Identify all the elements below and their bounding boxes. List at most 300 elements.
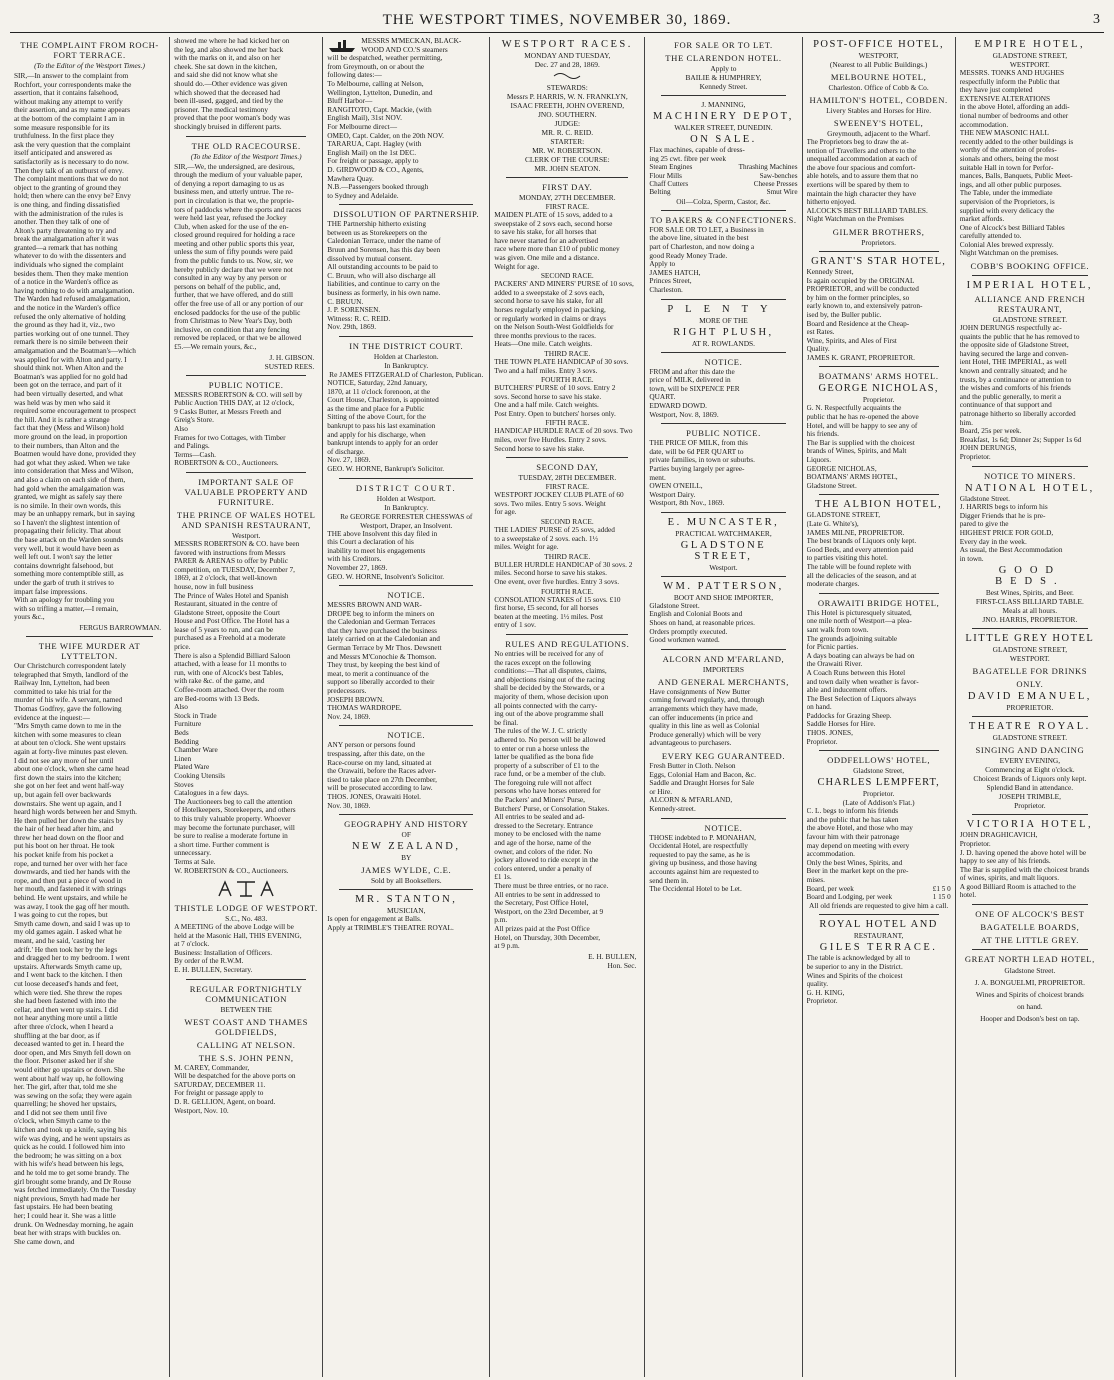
text-line: JOHN DERUNGS respectfully ac-: [959, 324, 1062, 333]
text-line: wife was dying, and he went upstairs as: [14, 1134, 130, 1143]
text-line: The table will be found replete with: [806, 562, 912, 571]
communication-details: [174, 1064, 318, 1116]
text-line: to enter or run a horse unless the: [494, 744, 590, 753]
importers: IMPORTERS: [702, 664, 744, 674]
divider: [186, 979, 306, 980]
alcocks-best: ONE OF ALCOCK'S BEST: [975, 909, 1085, 920]
divider: [661, 576, 785, 577]
text-line: race fund, or be a member of the club.: [494, 770, 606, 779]
text-line: sovs. Two miles. Entry 5 sovs. Weight: [494, 499, 606, 508]
race-conditions: [494, 384, 640, 418]
text-line: granted—a remark that has nothing: [14, 243, 118, 252]
text-line: SIR,—In answer to the complaint from: [14, 72, 129, 80]
text-line: J. H. GIBSON.: [269, 352, 315, 362]
text-line: my old games again. I asked what he: [14, 928, 122, 937]
text-line: hotel.: [959, 891, 977, 900]
text-line: the ground as they had it, viz., two: [14, 321, 115, 330]
second-day-heading: SECOND DAY,: [536, 462, 599, 473]
text-line: Meals at all hours.: [1002, 606, 1058, 616]
text-line: had gold when the amalgamation was: [14, 484, 125, 493]
text-line: the Secretary, Post Office Hotel,: [494, 899, 589, 908]
text-line: All entries to be sealed and ad-: [494, 813, 585, 822]
text-line: attached, with a lease for 11 months to: [174, 660, 287, 669]
text-line: dissolved by mutual consent.: [327, 254, 412, 263]
text-line: closed ground required for holding a race: [174, 231, 295, 240]
text-line: him.: [959, 418, 973, 427]
text-line: tention of Travellers and others to the: [806, 146, 916, 155]
empire-notice: [960, 69, 1100, 258]
text-line: run, with one of Alcock's best Tables,: [174, 668, 284, 677]
text-line: port in circulation is that we, the proprie-: [174, 196, 295, 205]
text-line: kitchen and took up a knife, saying his: [14, 1126, 127, 1135]
text-line: sovs. Second horse to save his stake.: [494, 392, 602, 401]
text-line: Quality.: [806, 345, 830, 354]
text-line: murder of his wife. A servant, named: [14, 696, 123, 705]
text-line: girl brought some brandy, and Dr Rouse: [14, 1177, 132, 1186]
text-line: Wines and Spirits of choicest brands: [975, 990, 1084, 1000]
race-conditions: [494, 211, 640, 271]
text-line: known and centrally situated; and he: [959, 367, 1067, 376]
text-line: Westport, Nov. 10.: [174, 1106, 229, 1115]
boot-notice: [649, 602, 797, 645]
text-line: Eggs, Colonial Ham and Bacon, &c.: [649, 770, 756, 779]
post-office-hotel: POST-OFFICE HOTEL,: [813, 39, 945, 50]
text-line: property of a subscriber of £1 to the: [494, 761, 599, 770]
text-line: added to a sweepstake of 2 sovs each,: [494, 288, 605, 297]
race-title: FIRST RACE.: [545, 202, 589, 211]
text-line: £1 1s.: [494, 873, 512, 882]
text-line: the races except on the following: [494, 658, 591, 667]
text-line: their assertion, and as my name appears: [14, 106, 131, 115]
text-line: Produce generally) which will be very: [649, 730, 762, 739]
text-line: a short time. Further comment is: [174, 840, 270, 849]
text-line: Parties buying largely per agree-: [649, 464, 745, 473]
text-line: Night Watchman on the Premises: [806, 215, 904, 224]
text-line: pared to give the: [959, 520, 1009, 529]
milk-notice-heading: NOTICE.: [704, 356, 743, 367]
david-emanuel: DAVID EMANUEL,: [967, 691, 1092, 703]
text-line: Proprietor.: [959, 839, 991, 848]
text-line: MAIDEN PLATE of 15 sovs, added to a: [494, 211, 613, 219]
text-line: in town.: [959, 554, 984, 563]
text-line: was held was by men who said it: [14, 398, 111, 407]
race-conditions: [494, 358, 640, 375]
text-line: with the administration of the rules is: [14, 209, 124, 218]
text-line: W. ROBERTSON & CO., Auctioneers.: [174, 866, 289, 875]
text-line: truthfulness. In the first place they: [14, 132, 115, 141]
text-line: miles. Weight for age.: [494, 543, 559, 552]
hamilton-sub: Livery Stables and Horses for Hire.: [826, 106, 932, 115]
divider: [661, 95, 785, 96]
row-cell: Cheese Presses: [753, 180, 798, 188]
text-line: G. H. KING,: [806, 988, 845, 997]
text-line: dressed to the Secretary. Entrance: [494, 821, 593, 830]
text-line: est Rates.: [806, 328, 835, 337]
text-line: I was going to cut the ropes, but: [14, 911, 108, 920]
text-line: and said she did not know what she: [174, 71, 278, 80]
text-line: jockey allowed to ride except in the: [494, 856, 599, 865]
text-line: unless the sum of fifty pounds were paid: [174, 248, 293, 257]
text-line: the hair of her head after him, and: [14, 825, 114, 834]
text-line: impart false impressions.: [14, 587, 88, 596]
gladstone-street: GLADSTONE STREET,: [680, 539, 767, 562]
sweeney-sub: Greymouth, adjacent to the Wharf.: [827, 129, 931, 138]
row-cell: Belting: [649, 188, 671, 197]
second-day-date: TUESDAY, 28TH DECEMBER.: [518, 473, 617, 483]
text-line: yours &c.,: [14, 613, 45, 622]
text-line: they have just completed: [959, 86, 1033, 95]
text-line: as the time and place for a Public: [327, 404, 425, 413]
text-line: SATURDAY, DECEMBER 11.: [174, 1080, 266, 1089]
text-line: with rake &c. of the game, and: [174, 677, 265, 686]
text-line: part of Charleston, and now doing a: [649, 243, 755, 251]
at-little-grey: AT THE LITTLE GREY.: [980, 935, 1079, 946]
text-line: of discharge.: [327, 447, 365, 456]
stanton-notice: [327, 915, 485, 932]
text-line: JAMES HATCH,: [649, 268, 701, 277]
text-line: behind. He went upstairs, and while he: [14, 894, 128, 903]
emanuel-proprietor: PROPRIETOR.: [1006, 703, 1054, 713]
text-line: shuffling at the bar door, as if: [14, 1031, 101, 1040]
text-line: were held last year, refused the Jockey: [174, 214, 287, 223]
text-line: proved that the poor woman's body was: [174, 114, 291, 123]
clerk-label: CLERK OF THE COURSE:: [524, 155, 610, 164]
victoria-hotel: VICTORIA HOTEL,: [966, 819, 1094, 831]
lempfert-sub: [807, 789, 951, 807]
orawaiti-notice: [807, 609, 951, 747]
row-cell: Smut Wire: [766, 188, 798, 197]
text-line: to save his stake, for all horses that: [494, 228, 597, 237]
prince-of-wales-sale: [174, 540, 318, 875]
divider: [972, 716, 1088, 717]
text-line: or regularly worked in claims or drays: [494, 314, 607, 323]
text-line: her mouth, and fastened it with strings: [14, 885, 127, 894]
text-line: HIGHEST PRICE FOR GOLD,: [959, 528, 1054, 537]
milk-price-notice: [649, 439, 797, 508]
two-column-row: [649, 188, 797, 196]
text-line: THE LADIES' PURSE of 25 sovs, added: [494, 526, 615, 535]
text-line: The rules of the W. J. C. strictly: [494, 727, 588, 736]
oil-line: Oil—Colza, Sperm, Castor, &c.: [676, 196, 771, 206]
geography-author: JAMES WYLDE, C.E.: [361, 865, 452, 876]
text-line: unequalled accommodation at each of: [806, 155, 918, 164]
ornament-icon: [552, 71, 582, 81]
text-line: JAMES K. GRANT, PROPRIETOR.: [806, 353, 915, 362]
text-line: QUART.: [649, 393, 676, 402]
text-line: and the public that he has taken: [806, 815, 899, 824]
murder-continued: [174, 37, 318, 132]
text-line: be final.: [494, 718, 519, 727]
boot-importer: BOOT AND SHOE IMPORTER,: [673, 592, 774, 602]
notice-heading-3: NOTICE.: [704, 822, 743, 833]
text-line: D. R. GELLION, Agent, on board.: [174, 1098, 276, 1107]
text-line: Coffee-room attached. Over the room: [174, 686, 284, 695]
text-line: is one thing, and finding dissatisfied: [14, 200, 120, 209]
text-line: Also: [174, 703, 188, 712]
text-line: J. A. BONGUELMI, PROPRIETOR.: [974, 978, 1085, 988]
text-line: giving up business, and those having: [649, 859, 757, 868]
royal-notice: [807, 954, 951, 1006]
text-line: GEO. W. HORNE, Insolvent's Solicitor.: [327, 572, 445, 581]
boatmans-notice: [807, 404, 951, 490]
butter-auction: [174, 391, 318, 468]
text-line: cheek. She sat down in the kitchen,: [174, 62, 278, 71]
divider: [339, 478, 473, 479]
text-line: G. N. Respectfully acquaints the: [806, 404, 902, 413]
text-line: accommodation.: [806, 850, 855, 859]
depot-address: WALKER STREET, DUNEDIN.: [674, 123, 773, 132]
race-dates: [494, 51, 640, 69]
text-line: through the medium of your valuable paper,: [174, 171, 303, 180]
text-line: can offer inducements (in price and: [649, 713, 753, 722]
divider: [972, 814, 1088, 815]
text-line: MESSRS. TONKS AND HUGHES: [959, 69, 1065, 77]
text-line: consulted in any way by any person or: [174, 274, 287, 283]
text-line: Gladstone Street.: [649, 601, 700, 610]
text-line: first horse, £5 second, for all horses: [494, 604, 599, 613]
row-cell: Flour Mills: [649, 171, 682, 180]
text-line: The complaint mentions that we do not: [14, 175, 129, 184]
text-line: Furniture: [174, 720, 202, 729]
plenty-more: MORE OF THE: [699, 315, 748, 325]
race-title: FIFTH RACE.: [545, 418, 590, 428]
text-line: may depend on meeting with every: [806, 841, 910, 850]
judge-name: MR. R. C. REID.: [541, 128, 594, 137]
text-line: ient Hotel, THE IMPERIAL, as well: [959, 358, 1067, 367]
race-title: THIRD RACE.: [544, 348, 591, 358]
column-6: [802, 37, 955, 1377]
murder-heading: THE WIFE MURDER AT LYTTELTON.: [38, 641, 141, 661]
text-line: 1869, at 2 o'clock, that well-known: [174, 574, 277, 583]
district-court-heading: IN THE DISTRICT COURT.: [349, 341, 464, 351]
divider: [506, 457, 628, 458]
george-nicholas: GEORGE NICHOLAS,: [818, 383, 939, 395]
little-grey-address: [960, 645, 1100, 663]
hamilton-hotel: HAMILTON'S HOTEL, COBDEN.: [809, 95, 948, 105]
race-conditions: [494, 561, 640, 587]
text-line: As usual, the Best Accommodation: [959, 546, 1063, 555]
text-line: tors of paddocks where the sports and races: [174, 205, 302, 214]
text-line: good Ready Money Trade.: [649, 251, 728, 260]
text-line: House and Post Office. The Hotel has a: [174, 617, 290, 626]
text-line: German Terrace by Mr Thos. Dewsnett: [327, 644, 442, 653]
text-line: Fresh Butter in Cloth. Nelson: [649, 762, 736, 770]
text-line: are Bed-rooms with 13 Beds.: [174, 694, 260, 703]
text-line: fact that they (Mess and Wilson) hold: [14, 424, 124, 433]
masonic-emblem-icon: [211, 878, 281, 900]
text-line: having nothing to do with amalgamation.: [14, 286, 135, 295]
race-conditions: [494, 280, 640, 349]
text-line: tional number of bedrooms and other: [959, 111, 1069, 120]
text-line: would either go upstairs or down. She: [14, 1065, 125, 1074]
text-line: THOS. JONES, Orawaiti Hotel.: [327, 792, 421, 801]
text-line: M. CAREY, Commander,: [174, 1063, 250, 1072]
empire-address: [960, 51, 1100, 69]
text-line: having secured the large and conven-: [959, 349, 1069, 358]
text-line: The Prince of Wales Hotel and Spanish: [174, 591, 289, 600]
text-line: Thomas Godfrey, gave the following: [14, 704, 122, 713]
text-line: following dates:—: [327, 71, 382, 80]
text-line: MESSRS BROWN AND WAR-: [327, 601, 422, 610]
text-line: o'clock, when Smyth came to the: [14, 1117, 111, 1126]
divider: [972, 466, 1088, 467]
text-line: at 7 o'clock.: [174, 940, 210, 949]
text-line: into consideration that Mess and Wilson,: [14, 467, 134, 476]
text-line: be superior to any in the District.: [806, 963, 903, 971]
text-line: Frames for two Cottages, with Timber: [174, 433, 286, 442]
text-line: door open, and Mrs Smyth fell down on: [14, 1048, 131, 1057]
race-title: FOURTH RACE.: [541, 586, 594, 596]
text-line: she had been fastened with into the: [14, 997, 117, 1006]
melbourne-sub: Charleston. Office of Cobb & Co.: [828, 83, 929, 92]
text-line: CONSOLATION STAKES of 15 sovs. £10: [494, 595, 621, 604]
text-line: quality.: [806, 980, 829, 989]
text-line: tised to take place on 27th December,: [327, 775, 438, 784]
text-line: ment.: [649, 473, 666, 482]
text-line: the wishes and comforts of his friends: [959, 384, 1071, 393]
giles-terrace: GILES TERRACE.: [819, 942, 938, 954]
complaint-signature: FERGUS BARROWMAN.: [79, 623, 162, 632]
text-line: BUTCHERS' PURSE of 10 sovs. Entry 2: [494, 384, 616, 393]
second-day-races: [494, 482, 640, 630]
text-line: again at forty-five minutes past eleven.: [14, 747, 128, 756]
text-line: put his boot on her throat. He took: [14, 842, 115, 851]
text-line: THE NEW MASONIC HALL: [959, 129, 1049, 138]
for-sale-heading: FOR SALE OR TO LET.: [674, 40, 773, 50]
text-line: by him on the former principles, so: [806, 293, 910, 302]
text-line: BULLER HURDLE HANDICAP of 30 sovs. 2: [494, 560, 633, 569]
text-line: should do.—Other evidence was given: [174, 79, 288, 88]
alcorn-notice: [649, 688, 797, 748]
text-line: been got on the terrace, and part of it: [14, 381, 122, 390]
text-line: Also: [174, 424, 188, 433]
first-day-races: [494, 202, 640, 453]
text-line: Butchers' Purse, or Consolation Stakes.: [494, 804, 610, 813]
text-line: JOSEPH TRIMBLE,: [998, 792, 1061, 802]
text-line: sionals and others, being the most: [959, 154, 1059, 163]
text-line: Witness: R. C. REID.: [327, 314, 391, 323]
gilmer-brothers: GILMER BROTHERS,: [832, 226, 925, 237]
text-line: Only the best Wines, Spirits, and: [806, 858, 903, 867]
text-line: JNO. SOUTHERN.: [538, 110, 597, 119]
race-title: SECOND RACE.: [540, 271, 594, 281]
text-line: J. HARRIS begs to inform his: [959, 503, 1048, 512]
text-line: purchased as a Freehold at a moderate: [174, 634, 286, 643]
text-line: ing out of the above programme shall: [494, 710, 604, 719]
singing-dancing: SINGING AND DANCING: [975, 745, 1085, 756]
text-line: Proprietor.: [1014, 801, 1046, 811]
text-line: the opposite side of Gladstone Street,: [959, 341, 1069, 350]
text-line: about one o'clock, when she came head: [14, 765, 129, 774]
text-line: GLADSTONE STREET,: [806, 511, 881, 520]
divider: [819, 366, 939, 367]
text-line: All outstanding accounts to be paid to: [327, 263, 438, 272]
text-line: "Mrs Smyth came down to me in the: [14, 722, 122, 731]
text-line: the above four spacious and comfort-: [806, 163, 916, 172]
text-line: his pocket knife from his pocket a: [14, 851, 114, 860]
text-line: 9 Casks Butter, at Messrs Freeth and: [174, 407, 281, 416]
lempfert-heading: CHARLES LEMPFERT,: [817, 777, 940, 789]
milk-notice: [649, 368, 797, 420]
text-line: showed me where he had kicked her on: [174, 37, 290, 45]
divider: [661, 423, 785, 424]
text-line: the bedroom; he was sitting on a box: [14, 1151, 122, 1160]
divider: [186, 472, 306, 473]
text-line: fast upstairs. He had been beating: [14, 1203, 113, 1212]
text-line: Saddle Horses for Hire.: [806, 720, 876, 729]
royal-hotel: ROYAL HOTEL AND: [819, 919, 938, 931]
text-line: C. Bruun, who will also discharge all: [327, 271, 436, 280]
text-line: meat, to merit a continuance of the: [327, 669, 429, 678]
two-column-row: [649, 163, 797, 171]
text-line: Is open for engagement at Balls.: [327, 915, 422, 924]
text-line: supervision of the Proprietors, is: [959, 197, 1055, 206]
text-line: required some encouragement to prospect: [14, 407, 136, 416]
text-line: The Best Selection of Liquors always: [806, 694, 917, 703]
divider: [506, 634, 628, 635]
dissolution-notice: [327, 220, 485, 332]
little-grey-hotel: LITTLE GREY HOTEL: [965, 633, 1095, 645]
text-line: early known to, and extensively patron-: [806, 302, 923, 311]
text-line: on hand.: [1017, 1002, 1043, 1012]
text-line: Mawhera Quay.: [327, 174, 374, 183]
text-line: Greig's Store.: [174, 416, 214, 425]
text-line: Kennedy Street.: [699, 82, 748, 91]
text-line: ROBERTSON & CO., Auctioneers.: [174, 459, 279, 468]
text-line: respectfully inform the Public that: [959, 77, 1060, 86]
text-line: and town daily when weather is favor-: [806, 677, 919, 686]
bagatelle-only: ONLY.: [1016, 679, 1044, 690]
text-line: second horse to save his stake, for all: [494, 297, 603, 306]
text-line: PACKERS' AND MINERS' PURSE of 10 sovs,: [494, 280, 634, 289]
court-bankruptcy-2: In Bankruptcy.: [384, 502, 429, 512]
text-line: money to be enclosed with the name: [494, 830, 601, 839]
boatmans-arms-heading: BOATMANS' ARMS HOTEL.: [818, 371, 939, 382]
text-line: Night Watchman on the premises.: [959, 249, 1059, 258]
text-line: To Melbourne, calling at Nelson,: [327, 79, 424, 88]
text-line: trespassing, after this date, on the: [327, 750, 425, 758]
first-day-date: MONDAY, 27TH DECEMBER.: [519, 193, 616, 202]
great-north-lead-hotel: GREAT NORTH LEAD HOTEL,: [964, 954, 1095, 965]
watchmaker: PRACTICAL WATCHMAKER,: [675, 528, 772, 538]
text-line: amalgamation and the Boatman's—which: [14, 347, 136, 355]
text-line: The Proprietors beg to draw the at-: [806, 138, 909, 146]
text-line: mises.: [806, 876, 825, 884]
two-column-row: [649, 180, 797, 188]
text-line: that they have purchased the business: [327, 626, 437, 635]
bagatelle-drinks: BAGATELLE FOR DRINKS: [972, 666, 1088, 677]
text-line: One event, over five hurdles. Entry 3 sovs.: [494, 578, 620, 586]
text-line: The Occidental Hotel to be Let.: [649, 885, 742, 894]
text-line: prisoner. The medical testimony: [174, 105, 268, 114]
text-line: this Court a declaration of his: [327, 538, 414, 547]
divider: [339, 585, 473, 586]
divider: [972, 904, 1088, 905]
text-line: meeting and other public sports this year,: [174, 239, 295, 248]
text-line: Race-course on my land, situated at: [327, 758, 432, 767]
text-line: Digger Friends that he is pre-: [959, 511, 1046, 520]
ship-name: THE S.S. JOHN PENN,: [198, 1052, 294, 1063]
text-line: Proprietor.: [862, 789, 895, 799]
racecourse-signatures: [174, 353, 314, 371]
text-line: p.m.: [494, 916, 508, 925]
column-3: [322, 37, 489, 1377]
text-line: For freight or passage apply to: [174, 1089, 264, 1098]
text-line: predecessors.: [327, 687, 367, 696]
text-line: This Hotel is picturesquely situated,: [806, 608, 912, 617]
text-line: Railway Inn, Lyttelton, had been: [14, 679, 110, 688]
two-column-row: [807, 885, 951, 893]
